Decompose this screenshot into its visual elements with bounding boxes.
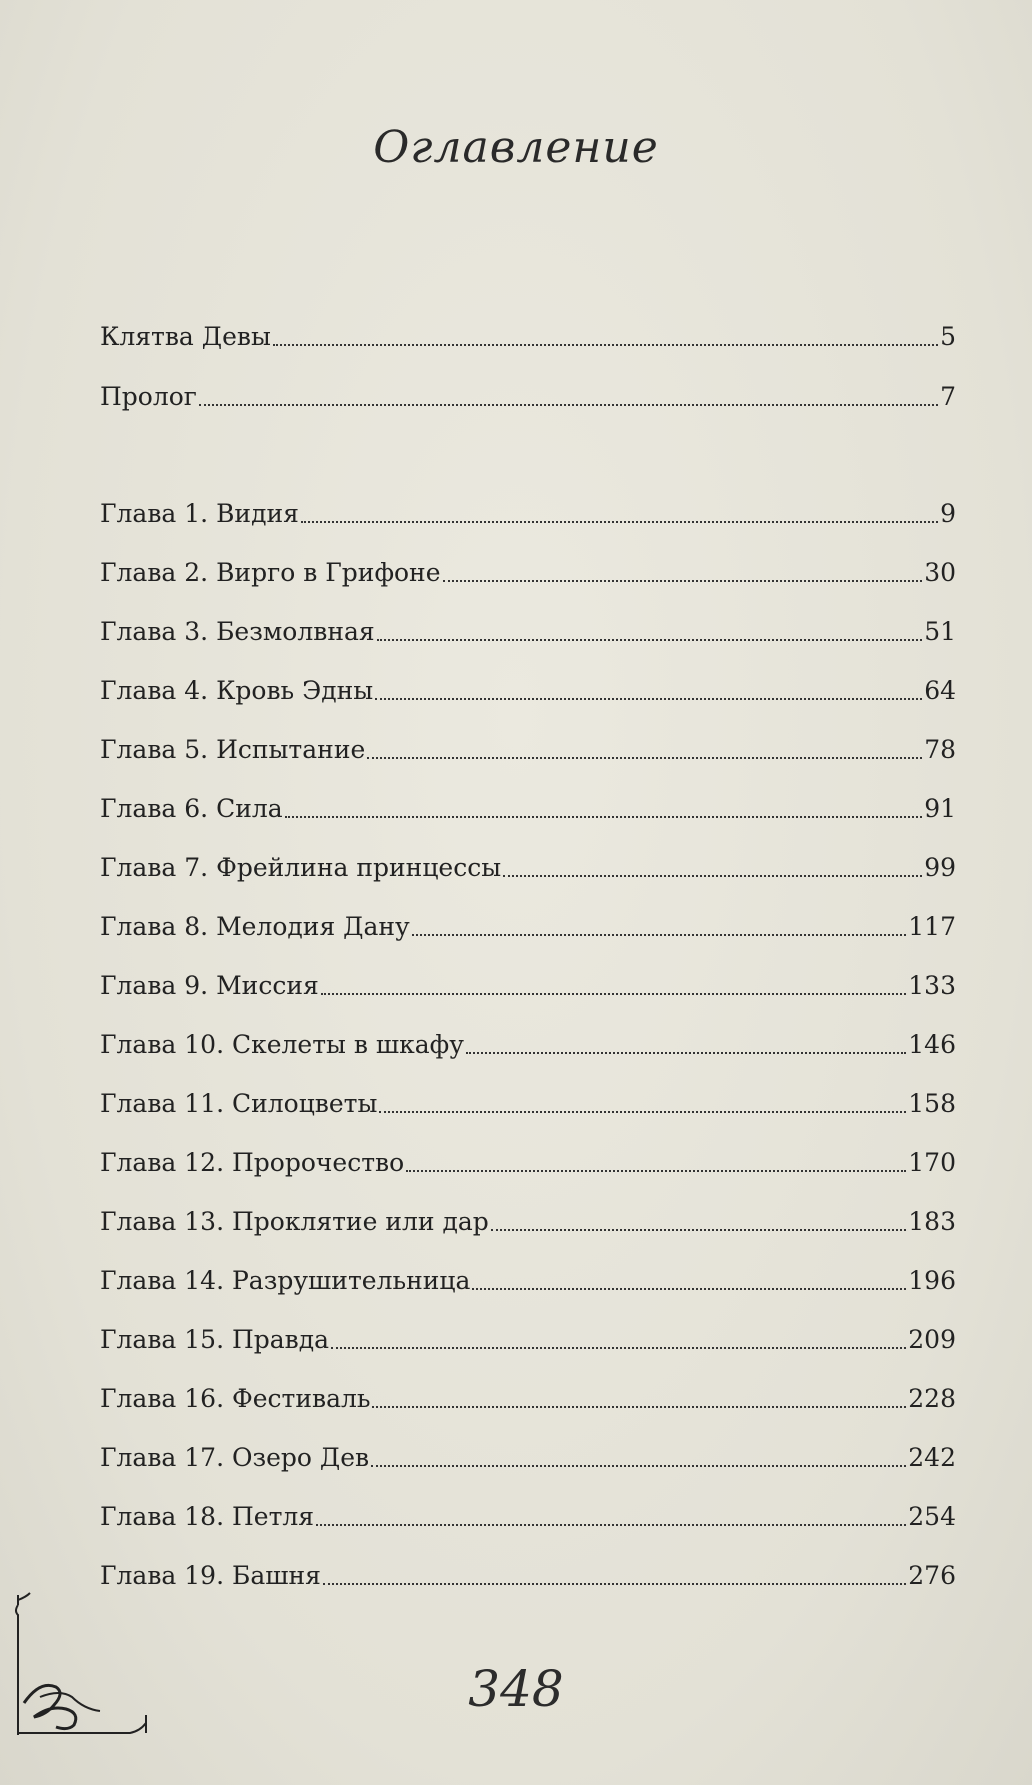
dot-leader (371, 1465, 906, 1467)
toc-entry-label: Глава 2. Вирго в Грифоне (100, 558, 441, 587)
toc-entry-page: 158 (908, 1089, 956, 1118)
page-number: 348 (468, 1660, 564, 1718)
dot-leader (491, 1229, 906, 1231)
dot-leader (375, 698, 922, 700)
toc-entry-page: 99 (924, 853, 956, 882)
toc-entry-page: 228 (908, 1384, 956, 1413)
dot-leader (301, 521, 938, 523)
toc-entry (100, 1374, 956, 1414)
toc-entry-label: Глава 15. Правда (100, 1325, 330, 1354)
toc-entry (100, 725, 956, 765)
toc-entry-label: Клятва Девы (100, 322, 271, 351)
toc-entry (100, 666, 956, 706)
toc-entry-label: Глава 13. Проклятие или дар (100, 1207, 489, 1236)
dot-leader (323, 1583, 906, 1585)
toc-entry-page: 78 (924, 735, 956, 764)
toc-entry (100, 1020, 956, 1060)
toc-entry-label: Глава 17. Озеро Дев (100, 1443, 370, 1472)
toc-entry-label: Глава 6. Сила (100, 794, 283, 823)
dot-leader (443, 580, 923, 582)
dot-leader (273, 344, 938, 346)
toc-entry-page: 7 (940, 382, 956, 411)
toc-entry (100, 902, 956, 942)
dot-leader (406, 1170, 906, 1172)
toc-entry-page: 276 (908, 1561, 956, 1590)
toc-entry-label: Глава 3. Безмолвная (100, 617, 375, 646)
toc-entry-label: Пролог (100, 382, 197, 411)
toc-entry-label: Глава 7. Фрейлина принцессы (100, 853, 502, 882)
toc-entry (100, 1138, 956, 1178)
toc-entry-label: Глава 8. Мелодия Дану (100, 912, 410, 941)
toc-entry (100, 1492, 956, 1532)
dot-leader (412, 934, 907, 936)
toc-entry (100, 1551, 956, 1591)
toc-entry-label: Глава 10. Скелеты в шкафу (100, 1030, 464, 1059)
dot-leader (321, 993, 907, 995)
dot-leader (331, 1347, 906, 1349)
toc-entry-label: Глава 11. Силоцветы (100, 1089, 378, 1118)
toc-entry-page: 196 (908, 1266, 956, 1295)
toc-entry (100, 961, 956, 1001)
toc-entry-page: 51 (924, 617, 956, 646)
toc-entry-page: 117 (908, 912, 956, 941)
toc-entry (100, 607, 956, 647)
toc-entry (100, 784, 956, 824)
toc-entry-label: Глава 16. Фестиваль (100, 1384, 371, 1413)
toc-entry-label: Глава 4. Кровь Эдны (100, 676, 374, 705)
dot-leader (379, 1111, 906, 1113)
toc-entry-page: 170 (908, 1148, 956, 1177)
dot-leader (316, 1524, 906, 1526)
toc-entry (100, 1197, 956, 1237)
toc-entry-label: Глава 5. Испытание (100, 735, 366, 764)
dot-leader (199, 404, 938, 406)
dot-leader (377, 639, 923, 641)
dot-leader (372, 1406, 906, 1408)
toc-entry-label: Глава 14. Разрушительница (100, 1266, 471, 1295)
toc-entry-page: 9 (940, 499, 956, 528)
dot-leader (466, 1052, 906, 1054)
toc-entry-label: Глава 19. Башня (100, 1561, 321, 1590)
toc-entry-page: 133 (908, 971, 956, 1000)
dot-leader (472, 1288, 906, 1290)
toc-entry-label: Глава 12. Пророчество (100, 1148, 405, 1177)
toc-entry (100, 489, 956, 529)
toc-entry-page: 30 (924, 558, 956, 587)
toc-entry-label: Глава 1. Видия (100, 499, 299, 528)
toc-entry-page: 64 (924, 676, 956, 705)
toc-entry (100, 843, 956, 883)
toc-entry-page: 146 (908, 1030, 956, 1059)
toc-entry-label: Глава 18. Петля (100, 1502, 315, 1531)
toc-entry (100, 1079, 956, 1119)
toc-entry (100, 1433, 956, 1473)
toc-entry-page: 5 (940, 322, 956, 351)
dot-leader (503, 875, 922, 877)
toc-entry-page: 254 (908, 1502, 956, 1531)
dot-leader (285, 816, 923, 818)
toc-entry (100, 1315, 956, 1355)
toc-entry (100, 1256, 956, 1296)
toc-entry-page: 183 (908, 1207, 956, 1236)
toc-entry-page: 209 (908, 1325, 956, 1354)
toc-entry (100, 312, 956, 352)
page-title: Оглавление (373, 122, 659, 173)
toc-entry-page: 91 (924, 794, 956, 823)
toc-entry (100, 548, 956, 588)
dot-leader (367, 757, 922, 759)
toc-entry-label: Глава 9. Миссия (100, 971, 319, 1000)
toc-entry-page: 242 (908, 1443, 956, 1472)
toc-entry (100, 372, 956, 412)
